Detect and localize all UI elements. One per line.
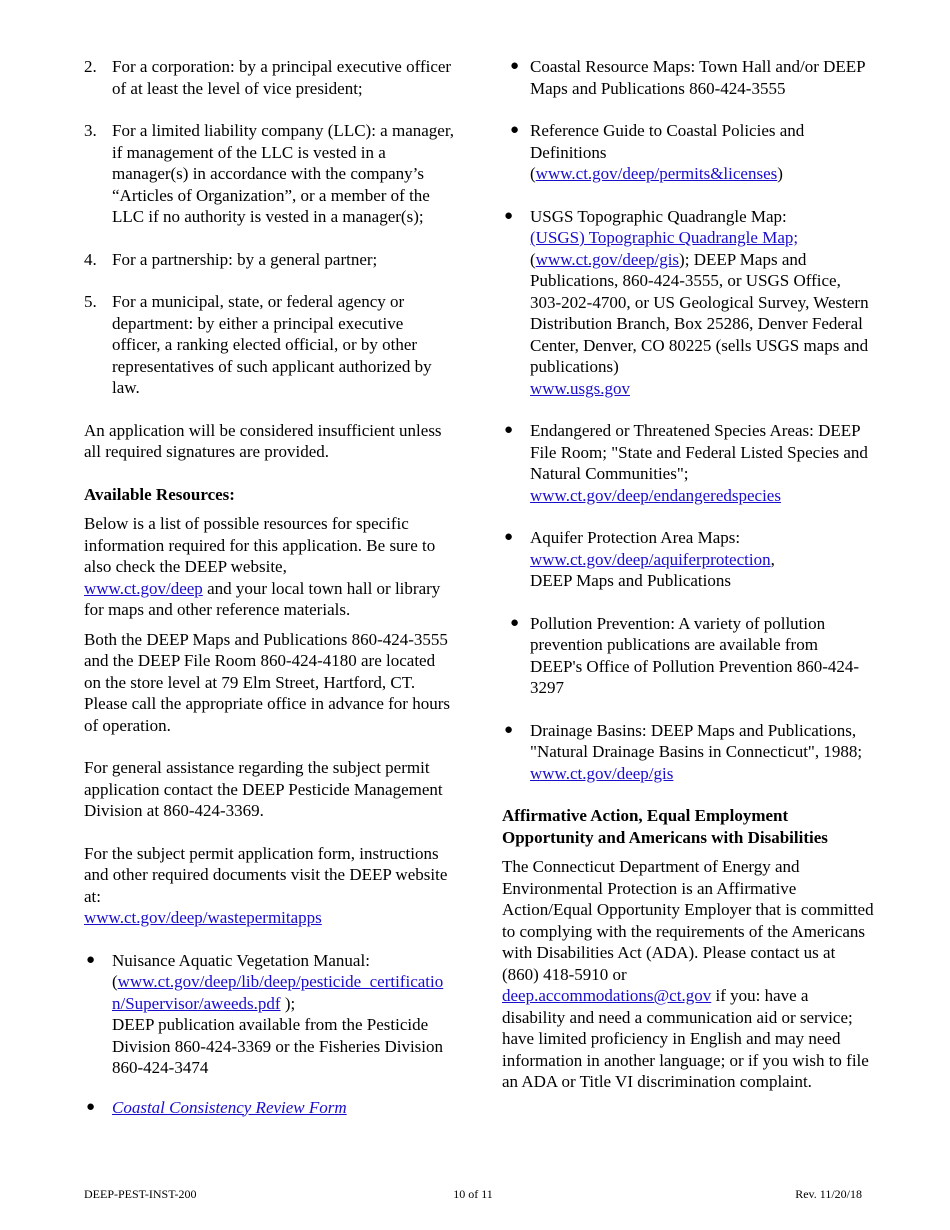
aquifer-rest: DEEP Maps and Publications	[530, 571, 731, 590]
left-column	[84, 56, 456, 1139]
bullet-dot: ●	[504, 529, 514, 545]
bullet-dot: ●	[510, 58, 520, 74]
usgs-title: USGS Topographic Quadrangle Map:	[530, 206, 787, 226]
deep-website-link[interactable]: www.ct.gov/deep	[84, 578, 203, 598]
resources-intro-text: Below is a list of possible resources for specific information required for this application. Be sure to also check the DEEP website,	[84, 514, 436, 576]
bullet-drainage-basins	[502, 720, 874, 785]
nuisance-close-paren: );	[280, 993, 296, 1013]
bullet-dot: ●	[86, 1098, 96, 1115]
bullet-dot: ●	[86, 951, 96, 968]
nuisance-title: Nuisance Aquatic Vegetation Manual:	[112, 950, 370, 970]
available-resources-heading: Available Resources:	[84, 484, 235, 504]
signatory-item-agency	[84, 291, 456, 399]
bullet-usgs-map: ● USGS Topographic Quadrangle Map: (USGS) Topographic Quadrangle Map; (www.ct.gov/deep/gis); DEEP Maps and Publications, 860-424-3555, or USGS Office, 303-202-4700, or US Geological Survey, Western Distribution Branch, Box 25286, Denver Federal Center, Denver, CO 80225 (sells USGS maps and publications) www.usgs.gov	[504, 206, 869, 398]
signatory-item-llc	[84, 120, 456, 228]
accommodations-email-link[interactable]: deep.accommodations@ct.gov	[502, 986, 712, 1005]
right-column	[502, 56, 874, 1114]
footer-revision: Rev. 11/20/18	[795, 1187, 862, 1201]
item-text: For a limited liability company (LLC): a manager, if management of the LLC is vested in a manager(s) in accordance with the company’s “Articles of Organization”, or a member of the LLC if no authority is vested in a manager(s);	[112, 121, 455, 226]
item-number: 4.	[84, 249, 97, 269]
bullet-dot: ●	[504, 207, 514, 224]
affirmative-action-paragraph	[502, 856, 874, 1093]
deep-gis-link[interactable]: www.ct.gov/deep/gis	[535, 249, 680, 269]
permits-licenses-link[interactable]: www.ct.gov/deep/permits&licenses	[535, 164, 778, 183]
aa-text: The Connecticut Department of Energy and Environmental Protection is an Affirmative Action/Equal Opportunity Employer that is committed to complying with the requirements of the Americans with Disabilities Act (ADA). Please contact us at (860) 418-5910 or	[502, 857, 874, 984]
usgs-gov-link[interactable]: www.usgs.gov	[530, 378, 630, 398]
item-number: 2.	[84, 57, 97, 76]
aquifer-protection-link[interactable]: www.ct.gov/deep/aquiferprotection	[530, 549, 771, 569]
bullet-endangered-species	[502, 420, 874, 506]
usgs-rest: ; DEEP Maps and Publications, 860-424-3555, or USGS Office, 303-202-4700, or US Geological Survey, Western Distribution Branch, Box 25286, Denver Federal Center, Denver, CO 80225 (sells USGS maps and publications)	[530, 249, 869, 376]
bullet-coastal-form	[84, 1097, 456, 1119]
bullet-dot: ●	[504, 721, 514, 738]
resources-intro	[84, 513, 456, 621]
aweeds-pdf-link[interactable]: www.ct.gov/deep/lib/deep/pesticide_certification/Supervisor/aweeds.pdf	[112, 972, 444, 1013]
coastal-maps-text: Coastal Resource Maps: Town Hall and/or DEEP Maps and Publications 860-424-3555	[530, 57, 865, 98]
item-number: 3.	[84, 121, 97, 140]
signatory-item-partnership	[84, 249, 456, 271]
locations-paragraph: Both the DEEP Maps and Publications 860-424-3555 and the DEEP File Room 860-424-4180 are located on the store level at 79 Elm Street, Hartford, CT. Please call the appropriate office in advance for hours of operation.	[84, 629, 450, 735]
coastal-consistency-form-link[interactable]: Coastal Consistency Review Form	[112, 1097, 347, 1117]
affirmative-action-heading: Affirmative Action, Equal Employment Opportunity and Americans with Disabilities	[502, 806, 828, 847]
bullet-dot: ●	[504, 422, 514, 438]
footer-page-number: 10 of 11	[453, 1187, 493, 1201]
nuisance-rest: DEEP publication available from the Pesticide Division 860-424-3369 or the Fisheries Division 860-424-3474	[112, 1015, 444, 1077]
signatory-item-corporation	[84, 56, 456, 99]
aa-text-end: if you: have a disability and need a communication aid or service; have limited proficiency in English and may need information in another language; or if you wish to file an ADA or Title VI discrimination complaint.	[502, 986, 869, 1091]
item-text: For a corporation: by a principal executive officer of at least the level of vice president;	[112, 57, 452, 98]
waste-permit-apps-link[interactable]: www.ct.gov/deep/wastepermitapps	[84, 908, 322, 927]
bullet-dot: ●	[510, 614, 520, 631]
insufficient-note: An application will be considered insufficient unless all required signatures are provided.	[84, 420, 442, 461]
reference-guide-text: Reference Guide to Coastal Policies and Definitions	[530, 121, 805, 162]
item-text: For a municipal, state, or federal agency or department: by either a principal executive officer, a ranking elected official, or by other representatives of such applicant authorized by law.	[112, 292, 432, 397]
bullet-nuisance-manual	[84, 950, 456, 1079]
item-text: For a partnership: by a general partner;	[112, 249, 378, 269]
endangered-text: Endangered or Threatened Species Areas: DEEP File Room; "State and Federal Listed Species and Natural Communities";	[530, 421, 868, 483]
form-paragraph	[84, 843, 456, 929]
form-text: For the subject permit application form, instructions and other required documents visit the DEEP website at:	[84, 843, 448, 906]
drainage-text: Drainage Basins: DEEP Maps and Publications, "Natural Drainage Basins in Connecticut", 1988;	[530, 720, 863, 761]
resources-intro-text-end: and your local town hall or library for maps and other reference materials.	[84, 578, 441, 619]
aquifer-title: Aquifer Protection Area Maps:	[530, 528, 741, 547]
usgs-quadrangle-link[interactable]: (USGS) Topographic Quadrangle Map;	[530, 228, 799, 247]
assistance-paragraph: For general assistance regarding the subject permit application contact the DEEP Pesticide Management Division at 860-424-3369.	[84, 758, 443, 820]
bullet-reference-guide: ● Reference Guide to Coastal Policies and Definitions (www.ct.gov/deep/permits&licenses)	[510, 121, 805, 183]
nuisance-open-paren: (	[112, 972, 118, 991]
bullet-aquifer-maps: ● Aquifer Protection Area Maps: www.ct.gov/deep/aquiferprotection, DEEP Maps and Publications	[504, 528, 775, 590]
bullet-coastal-maps	[502, 56, 874, 99]
endangered-species-link[interactable]: www.ct.gov/deep/endangeredspecies	[530, 485, 781, 505]
item-number: 5.	[84, 292, 97, 311]
bullet-dot: ●	[510, 122, 520, 138]
drainage-gis-link[interactable]: www.ct.gov/deep/gis	[530, 763, 674, 783]
footer-doc-id: DEEP-PEST-INST-200	[84, 1187, 197, 1201]
pollution-text: Pollution Prevention: A variety of pollution prevention publications are available from DEEP's Office of Pollution Prevention 860-424-3297	[530, 613, 860, 697]
bullet-pollution-prevention	[502, 613, 874, 699]
